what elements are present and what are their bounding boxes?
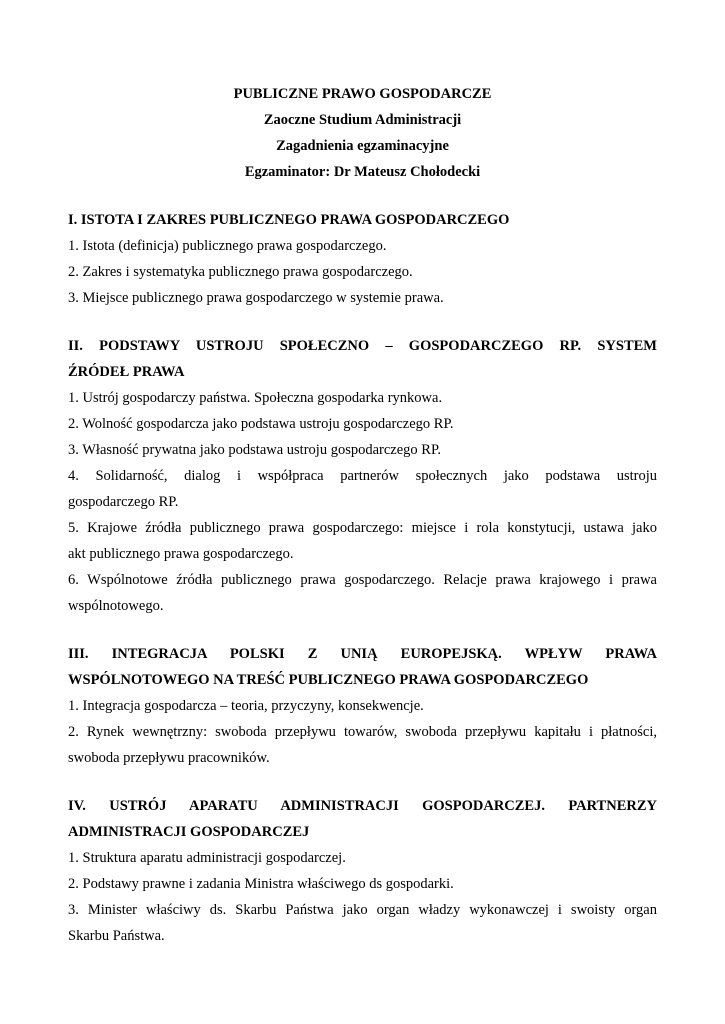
section-heading-line: II. PODSTAWY USTROJU SPOŁECZNO – GOSPODARCZEGO RP. SYSTEM [68,338,657,354]
item-line: 1. Struktura aparatu administracji gospodarczej. [68,850,346,866]
item-line: akt publicznego prawa gospodarczego. [68,546,294,562]
item-line: swoboda przepływu pracowników. [68,750,270,766]
item-line: 4. Solidarność, dialog i współpraca partnerów społecznych jako podstawa ustroju [68,468,657,484]
item-line: 1. Integracja gospodarcza – teoria, przyczyny, konsekwencje. [68,698,424,714]
item-line: 2. Wolność gospodarcza jako podstawa ustroju gospodarczego RP. [68,416,454,432]
item-line: 1. Istota (definicja) publicznego prawa gospodarczego. [68,238,387,254]
section-2-podstawy-ustroju [68,333,657,619]
document-title-block [68,81,657,185]
item-line: 3. Miejsce publicznego prawa gospodarczego w systemie prawa. [68,290,444,306]
section-3-integracja-polski [68,641,657,771]
document-examiner: Egzaminator: Dr Mateusz Chołodecki [244,164,481,180]
section-heading-line: WSPÓLNOTOWEGO NA TREŚĆ PUBLICZNEGO PRAWA GOSPODARCZEGO [68,672,589,688]
section-1-istota-i-zakres [68,207,657,311]
item-line: 6. Wspólnotowe źródła publicznego prawa gospodarczego. Relacje prawa krajowego i prawa [68,572,657,588]
item-line: 3. Własność prywatna jako podstawa ustroju gospodarczego RP. [68,442,442,458]
document-subtitle: Zaoczne Studium Administracji [263,112,462,128]
item-line: Skarbu Państwa. [68,928,165,944]
section-heading-line: ADMINISTRACJI GOSPODARCZEJ [68,824,310,840]
item-line: gospodarczego RP. [68,494,179,510]
item-line: 2. Zakres i systematyka publicznego prawa gospodarczego. [68,264,413,280]
item-line: 2. Podstawy prawne i zadania Ministra właściwego ds gospodarki. [68,876,454,892]
document-subject: Zagadnienia egzaminacyjne [276,138,449,154]
section-heading-line: IV. USTRÓJ APARATU ADMINISTRACJI GOSPODARCZEJ. PARTNERZY [68,798,657,814]
item-line: wspólnotowego. [68,598,164,614]
item-line: 2. Rynek wewnętrzny: swoboda przepływu towarów, swoboda przepływu kapitału i płatności, [68,724,657,740]
section-heading-line: ŹRÓDEŁ PRAWA [68,364,185,380]
item-line: 1. Ustrój gospodarczy państwa. Społeczna gospodarka rynkowa. [68,390,443,406]
document-title: PUBLICZNE PRAWO GOSPODARCZE [233,86,492,102]
section-heading-line: I. ISTOTA I ZAKRES PUBLICZNEGO PRAWA GOSPODARCZEGO [68,212,510,228]
item-line: 5. Krajowe źródła publicznego prawa gospodarczego: miejsce i rola konstytucji, ustawa jako [68,520,657,536]
section-4-ustroj-aparatu [68,793,657,949]
section-heading-line: III. INTEGRACJA POLSKI Z UNIĄ EUROPEJSKĄ. WPŁYW PRAWA [68,646,657,662]
item-line: 3. Minister właściwy ds. Skarbu Państwa jako organ władzy wykonawczej i swoisty organ [68,902,657,918]
